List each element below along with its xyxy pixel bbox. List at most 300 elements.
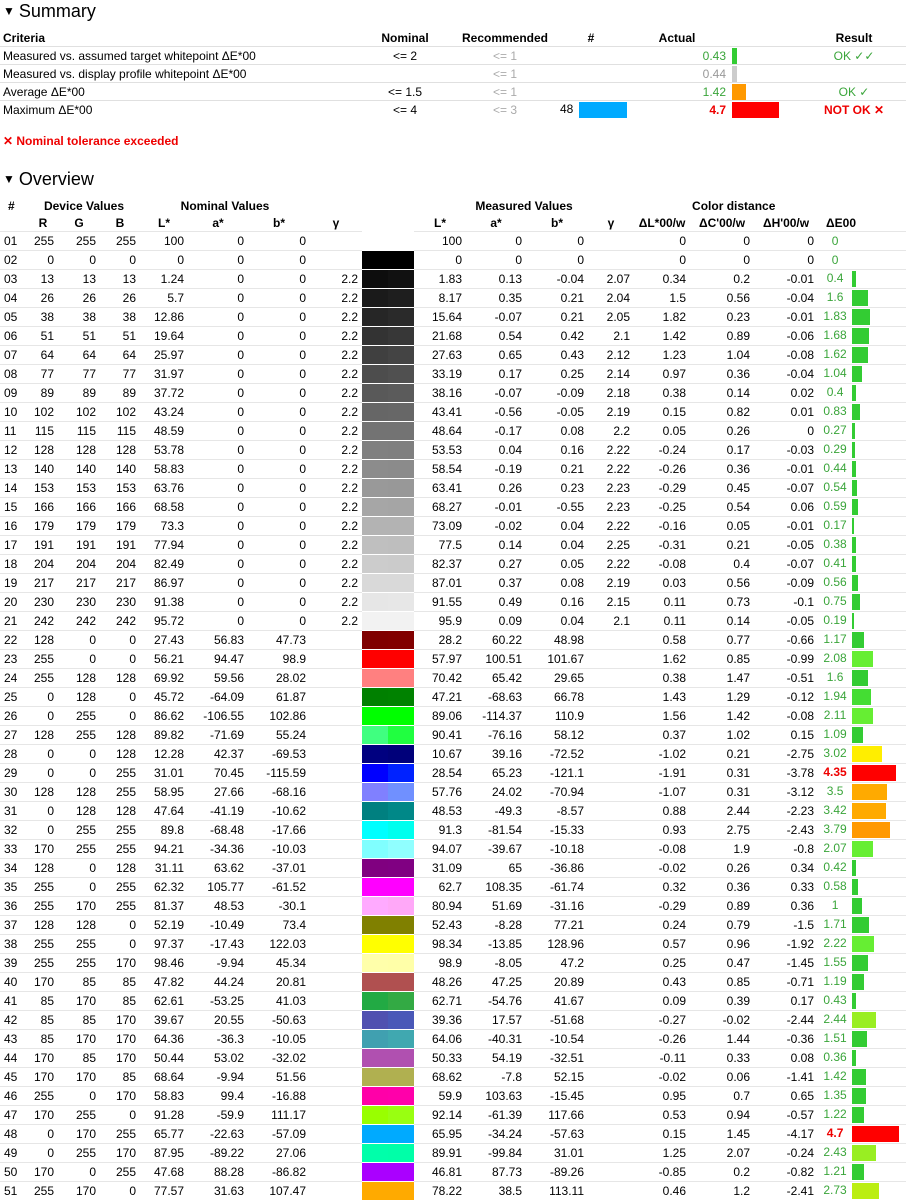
nominal-swatch — [362, 1087, 388, 1105]
device-b: 128 — [100, 859, 140, 878]
measured-l: 48.26 — [414, 973, 466, 992]
measured-l: 64.06 — [414, 1030, 466, 1049]
nominal-a: 0 — [188, 574, 248, 593]
measured-b: 0.08 — [526, 422, 588, 441]
measured-a: 47.25 — [466, 973, 526, 992]
delta-l: 0.46 — [634, 1182, 690, 1200]
overview-table — [0, 198, 906, 1200]
delta-c: 0.56 — [690, 289, 754, 308]
nominal-a: 0 — [188, 384, 248, 403]
nominal-l: 81.37 — [140, 897, 188, 916]
row-number: 35 — [0, 878, 28, 897]
summary-row — [0, 47, 906, 65]
device-b: 38 — [100, 308, 140, 327]
delta-l: -0.08 — [634, 840, 690, 859]
measured-gamma: 2.23 — [588, 479, 634, 498]
criteria-cell: Measured vs. assumed target whitepoint ΔE*00 — [0, 47, 360, 65]
device-g: 0 — [58, 764, 100, 783]
nominal-l: 65.77 — [140, 1125, 188, 1144]
nominal-l: 98.46 — [140, 954, 188, 973]
nominal-swatch — [362, 555, 388, 573]
device-b: 85 — [100, 1068, 140, 1087]
nominal-swatch — [362, 441, 388, 459]
delta-l: 0.34 — [634, 270, 690, 289]
row-number: 28 — [0, 745, 28, 764]
color-swatch — [362, 992, 414, 1011]
nominal-swatch — [362, 612, 388, 630]
nominal-a: 0 — [188, 422, 248, 441]
nominal-a: -89.22 — [188, 1144, 248, 1163]
measured-l: 65.95 — [414, 1125, 466, 1144]
nominal-swatch — [362, 631, 388, 649]
delta-e-value: 0.36 — [818, 1050, 852, 1064]
nominal-gamma — [310, 1182, 362, 1200]
delta-e-cell — [818, 479, 906, 498]
device-g: 38 — [58, 308, 100, 327]
nominal-b: -10.03 — [248, 840, 310, 859]
criteria-cell: Measured vs. display profile whitepoint ΔE*00 — [0, 65, 360, 83]
row-number: 20 — [0, 593, 28, 612]
nominal-swatch — [362, 460, 388, 478]
delta-c: 0 — [690, 251, 754, 270]
color-swatch — [362, 631, 414, 650]
nominal-cell: <= 2 — [360, 47, 450, 65]
measured-l: 100 — [414, 232, 466, 251]
delta-h: 0.08 — [754, 1049, 818, 1068]
nominal-a: 0 — [188, 346, 248, 365]
delta-h: -0.01 — [754, 517, 818, 536]
overview-row — [0, 992, 906, 1011]
measured-l: 21.68 — [414, 327, 466, 346]
actual-cell — [622, 101, 732, 119]
delta-l: 1.62 — [634, 650, 690, 669]
measured-l: 39.36 — [414, 1011, 466, 1030]
nominal-a: 0 — [188, 536, 248, 555]
nominal-swatch — [362, 1163, 388, 1181]
color-swatch — [362, 688, 414, 707]
row-number: 07 — [0, 346, 28, 365]
delta-c: 0.23 — [690, 308, 754, 327]
nominal-b: 102.86 — [248, 707, 310, 726]
nominal-l: 68.64 — [140, 1068, 188, 1087]
delta-e-bar — [852, 1183, 879, 1199]
nominal-gamma — [310, 631, 362, 650]
nominal-a: 0 — [188, 270, 248, 289]
delta-e-value: 0.56 — [818, 575, 852, 589]
device-b: 0 — [100, 650, 140, 669]
nominal-swatch — [362, 707, 388, 725]
nominal-a: 0 — [188, 612, 248, 631]
nominal-b: 0 — [248, 498, 310, 517]
row-number: 46 — [0, 1087, 28, 1106]
measured-gamma — [588, 973, 634, 992]
color-swatch — [362, 878, 414, 897]
measured-a: -114.37 — [466, 707, 526, 726]
delta-e-bar — [852, 1031, 867, 1047]
result-cell — [802, 65, 906, 83]
row-number: 17 — [0, 536, 28, 555]
delta-e-value: 3.5 — [818, 784, 852, 798]
delta-l: 0.38 — [634, 669, 690, 688]
delta-e-bar — [852, 860, 856, 876]
measured-b: -57.63 — [526, 1125, 588, 1144]
measured-b: 110.9 — [526, 707, 588, 726]
nominal-gamma — [310, 688, 362, 707]
device-g: 0 — [58, 631, 100, 650]
delta-l: 1.5 — [634, 289, 690, 308]
measured-swatch — [388, 1049, 414, 1067]
device-g: 255 — [58, 707, 100, 726]
color-swatch — [362, 954, 414, 973]
overview-row — [0, 802, 906, 821]
measured-l: 53.53 — [414, 441, 466, 460]
delta-h: 0 — [754, 251, 818, 270]
nominal-a: 99.4 — [188, 1087, 248, 1106]
delta-l: -0.29 — [634, 479, 690, 498]
nominal-l: 43.24 — [140, 403, 188, 422]
nominal-swatch — [362, 859, 388, 877]
device-g: 128 — [58, 688, 100, 707]
delta-e-value: 1.68 — [818, 328, 852, 342]
device-b: 128 — [100, 441, 140, 460]
delta-l: 0.32 — [634, 878, 690, 897]
color-swatch — [362, 707, 414, 726]
nominal-a: 0 — [188, 251, 248, 270]
measured-swatch — [388, 441, 414, 459]
measured-swatch — [388, 270, 414, 288]
delta-e-bar — [852, 898, 862, 914]
delta-e-cell — [818, 460, 906, 479]
delta-l: 0.57 — [634, 935, 690, 954]
delta-e-bar — [852, 974, 864, 990]
color-swatch — [362, 327, 414, 346]
measured-swatch — [388, 631, 414, 649]
nominal-b: 47.73 — [248, 631, 310, 650]
delta-l: 1.82 — [634, 308, 690, 327]
nominal-a: 0 — [188, 289, 248, 308]
device-g: 0 — [58, 1087, 100, 1106]
nominal-cell: <= 1.5 — [360, 83, 450, 101]
device-b: 85 — [100, 992, 140, 1011]
delta-e-bar — [852, 1069, 866, 1085]
measured-swatch — [388, 688, 414, 706]
device-r: 0 — [28, 764, 58, 783]
measured-b: -8.57 — [526, 802, 588, 821]
recommended-cell: <= 1 — [450, 47, 560, 65]
nominal-a: 63.62 — [188, 859, 248, 878]
summary-row — [0, 101, 906, 119]
nominal-a: 0 — [188, 232, 248, 251]
measured-gamma — [588, 726, 634, 745]
color-swatch — [362, 859, 414, 878]
device-g: 0 — [58, 251, 100, 270]
measured-l: 50.33 — [414, 1049, 466, 1068]
delta-c: 1.42 — [690, 707, 754, 726]
measured-b: 58.12 — [526, 726, 588, 745]
overview-row — [0, 954, 906, 973]
delta-h: -0.04 — [754, 365, 818, 384]
measured-b: -36.86 — [526, 859, 588, 878]
delta-e-cell — [818, 669, 906, 688]
nominal-cell — [360, 65, 450, 83]
nominal-b: 61.87 — [248, 688, 310, 707]
delta-e-value: 0.4 — [818, 271, 852, 285]
delta-c: 0.89 — [690, 327, 754, 346]
delta-c: 0.45 — [690, 479, 754, 498]
overview-row — [0, 289, 906, 308]
delta-c: 0.85 — [690, 650, 754, 669]
device-g: 230 — [58, 593, 100, 612]
overview-row — [0, 631, 906, 650]
actual-cell — [622, 47, 732, 65]
col-delta-c: ΔC'00/w — [690, 214, 754, 232]
nominal-swatch — [362, 802, 388, 820]
nominal-swatch — [362, 916, 388, 934]
measured-a: -68.63 — [466, 688, 526, 707]
nominal-swatch — [362, 327, 388, 345]
delta-e-bar — [852, 746, 882, 762]
delta-e-cell — [818, 1068, 906, 1087]
measured-gamma — [588, 935, 634, 954]
overview-row — [0, 403, 906, 422]
nominal-l: 52.19 — [140, 916, 188, 935]
device-b: 255 — [100, 764, 140, 783]
measured-a: 103.63 — [466, 1087, 526, 1106]
delta-e-cell — [818, 403, 906, 422]
delta-e-cell — [818, 270, 906, 289]
measured-swatch — [388, 878, 414, 896]
nominal-l: 5.7 — [140, 289, 188, 308]
color-swatch — [362, 1011, 414, 1030]
device-b: 51 — [100, 327, 140, 346]
measured-a: -0.07 — [466, 308, 526, 327]
delta-e-bar — [852, 328, 869, 344]
overview-row — [0, 1163, 906, 1182]
actual-bar — [732, 102, 779, 118]
nominal-a: 94.47 — [188, 650, 248, 669]
delta-c: 1.29 — [690, 688, 754, 707]
measured-l: 89.91 — [414, 1144, 466, 1163]
color-swatch — [362, 1182, 414, 1200]
device-b: 0 — [100, 935, 140, 954]
nominal-b: 98.9 — [248, 650, 310, 669]
device-g: 140 — [58, 460, 100, 479]
measured-b: 0 — [526, 251, 588, 270]
color-swatch — [362, 498, 414, 517]
measured-a: 87.73 — [466, 1163, 526, 1182]
delta-e-bar — [852, 689, 871, 705]
delta-e-cell — [818, 916, 906, 935]
measured-a: -8.28 — [466, 916, 526, 935]
nominal-a: 105.77 — [188, 878, 248, 897]
measured-gamma — [588, 650, 634, 669]
delta-l: 0.37 — [634, 726, 690, 745]
row-number: 15 — [0, 498, 28, 517]
row-number: 32 — [0, 821, 28, 840]
measured-l: 15.64 — [414, 308, 466, 327]
color-swatch — [362, 384, 414, 403]
delta-c: 0.05 — [690, 517, 754, 536]
nominal-a: -71.69 — [188, 726, 248, 745]
nominal-swatch — [362, 935, 388, 953]
measured-b: 31.01 — [526, 1144, 588, 1163]
delta-e-cell — [818, 498, 906, 517]
measured-swatch — [388, 973, 414, 991]
measured-gamma — [588, 1106, 634, 1125]
overview-row — [0, 935, 906, 954]
device-g: 217 — [58, 574, 100, 593]
delta-e-cell — [818, 346, 906, 365]
measured-gamma — [588, 840, 634, 859]
col-measured-gamma: γ — [588, 214, 634, 232]
delta-h: -0.04 — [754, 289, 818, 308]
nominal-gamma — [310, 650, 362, 669]
delta-e-cell — [818, 289, 906, 308]
nominal-a: 0 — [188, 498, 248, 517]
device-r: 128 — [28, 631, 58, 650]
device-r: 170 — [28, 1068, 58, 1087]
measured-swatch — [388, 308, 414, 326]
nominal-b: 107.47 — [248, 1182, 310, 1200]
device-r: 170 — [28, 840, 58, 859]
color-swatch — [362, 650, 414, 669]
device-r: 38 — [28, 308, 58, 327]
device-r: 0 — [28, 707, 58, 726]
measured-gamma — [588, 1068, 634, 1087]
nominal-b: 0 — [248, 289, 310, 308]
delta-h: -3.78 — [754, 764, 818, 783]
delta-e-bar — [852, 632, 864, 648]
delta-c: 0.7 — [690, 1087, 754, 1106]
nominal-b: 0 — [248, 460, 310, 479]
delta-e-cell — [818, 726, 906, 745]
device-r: 128 — [28, 859, 58, 878]
measured-a: -61.39 — [466, 1106, 526, 1125]
delta-l: -0.02 — [634, 859, 690, 878]
delta-e-bar — [852, 993, 856, 1009]
delta-e-bar — [852, 271, 856, 287]
measured-l: 94.07 — [414, 840, 466, 859]
delta-l: -0.26 — [634, 1030, 690, 1049]
delta-e-bar — [852, 841, 873, 857]
device-r: 255 — [28, 650, 58, 669]
measured-gamma — [588, 859, 634, 878]
nominal-swatch — [362, 1106, 388, 1124]
nominal-a: -68.48 — [188, 821, 248, 840]
overview-row — [0, 726, 906, 745]
device-g: 170 — [58, 992, 100, 1011]
measured-l: 90.41 — [414, 726, 466, 745]
measured-a: 0.17 — [466, 365, 526, 384]
delta-e-value: 0.41 — [818, 556, 852, 570]
measured-swatch — [388, 1125, 414, 1143]
collapse-triangle-icon[interactable]: ▼ — [3, 4, 15, 18]
delta-c: 0.33 — [690, 1049, 754, 1068]
device-b: 166 — [100, 498, 140, 517]
measured-b: 113.11 — [526, 1182, 588, 1200]
nominal-l: 0 — [140, 251, 188, 270]
device-r: 85 — [28, 1011, 58, 1030]
nominal-l: 45.72 — [140, 688, 188, 707]
device-r: 0 — [28, 688, 58, 707]
device-g: 0 — [58, 859, 100, 878]
device-g: 153 — [58, 479, 100, 498]
device-g: 64 — [58, 346, 100, 365]
nominal-a: -9.94 — [188, 1068, 248, 1087]
nominal-gamma — [310, 916, 362, 935]
nominal-swatch — [362, 1011, 388, 1029]
measured-b: -15.33 — [526, 821, 588, 840]
delta-e-value: 0.58 — [818, 879, 852, 893]
row-number: 41 — [0, 992, 28, 1011]
nominal-b: 28.02 — [248, 669, 310, 688]
delta-e-bar — [852, 423, 855, 439]
measured-b: 0.04 — [526, 612, 588, 631]
delta-e-bar — [852, 1126, 899, 1142]
summary-table — [0, 30, 906, 118]
nominal-l: 37.72 — [140, 384, 188, 403]
nominal-b: 0 — [248, 574, 310, 593]
delta-e-bar — [852, 499, 858, 515]
nominal-gamma — [310, 954, 362, 973]
measured-l: 31.09 — [414, 859, 466, 878]
device-g: 166 — [58, 498, 100, 517]
nominal-l: 62.61 — [140, 992, 188, 1011]
color-swatch — [362, 346, 414, 365]
collapse-triangle-icon[interactable]: ▼ — [3, 172, 15, 186]
nominal-a: -59.9 — [188, 1106, 248, 1125]
measured-gamma — [588, 745, 634, 764]
delta-e-cell — [818, 1106, 906, 1125]
delta-e-bar — [852, 613, 854, 629]
measured-b: 0.25 — [526, 365, 588, 384]
summary-row — [0, 65, 906, 83]
delta-l: 0.24 — [634, 916, 690, 935]
measured-a: 24.02 — [466, 783, 526, 802]
nominal-gamma: 2.2 — [310, 289, 362, 308]
device-r: 64 — [28, 346, 58, 365]
device-b: 0 — [100, 1182, 140, 1200]
criteria-header: Criteria — [0, 30, 360, 47]
row-number: 09 — [0, 384, 28, 403]
delta-h: -0.08 — [754, 346, 818, 365]
nominal-gamma: 2.2 — [310, 346, 362, 365]
delta-c: 0.26 — [690, 422, 754, 441]
row-number: 23 — [0, 650, 28, 669]
nominal-a: 0 — [188, 479, 248, 498]
delta-h: -4.17 — [754, 1125, 818, 1144]
device-g: 255 — [58, 935, 100, 954]
delta-e-bar — [852, 955, 868, 971]
delta-l: 0.58 — [634, 631, 690, 650]
summary-section-title[interactable] — [0, 0, 96, 22]
nominal-gamma — [310, 973, 362, 992]
measured-a: 0.13 — [466, 270, 526, 289]
delta-e-cell — [818, 1163, 906, 1182]
device-b: 26 — [100, 289, 140, 308]
delta-c: 0.79 — [690, 916, 754, 935]
overview-row — [0, 1106, 906, 1125]
overview-section-title[interactable] — [0, 168, 94, 190]
device-b: 13 — [100, 270, 140, 289]
measured-b: -15.45 — [526, 1087, 588, 1106]
delta-e-cell — [818, 954, 906, 973]
nominal-l: 97.37 — [140, 935, 188, 954]
device-b: 204 — [100, 555, 140, 574]
measured-gamma — [588, 878, 634, 897]
device-b: 0 — [100, 916, 140, 935]
measured-l: 89.06 — [414, 707, 466, 726]
